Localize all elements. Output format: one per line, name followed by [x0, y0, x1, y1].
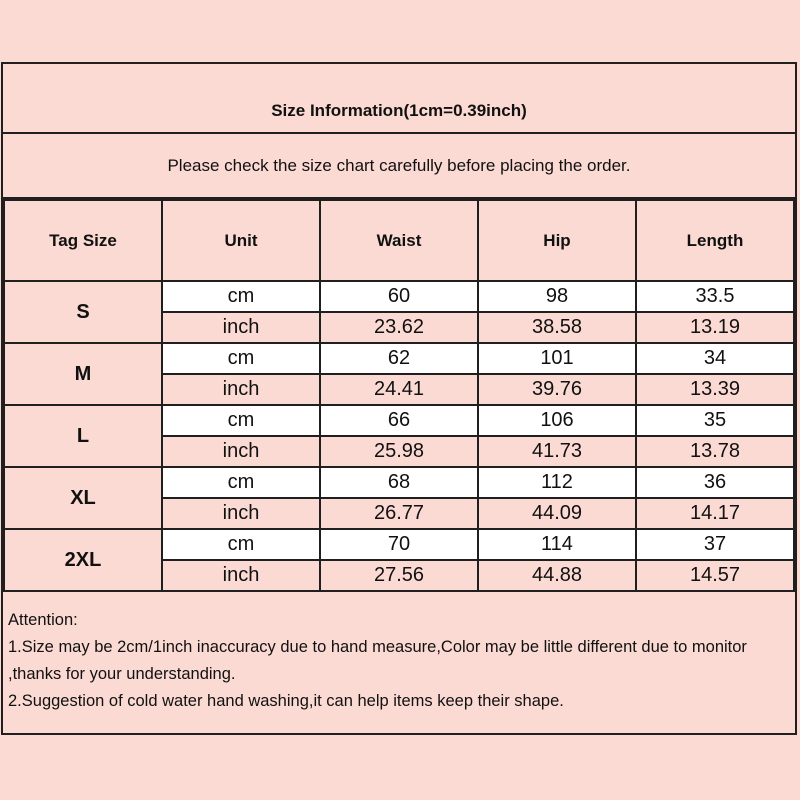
length-cell: 13.19 [636, 312, 794, 343]
attention-section [3, 592, 795, 733]
length-cell: 14.17 [636, 498, 794, 529]
unit-cell: cm [162, 529, 320, 560]
unit-cell: inch [162, 312, 320, 343]
attention-heading: Attention: [8, 611, 78, 629]
size-table-header [4, 200, 794, 281]
unit-cell: inch [162, 436, 320, 467]
waist-cell: 70 [320, 529, 478, 560]
table-row-m-cm [4, 343, 794, 374]
unit-cell: inch [162, 498, 320, 529]
table-row-l-cm [4, 405, 794, 436]
tag-cell-s: S [4, 281, 162, 343]
length-cell: 35 [636, 405, 794, 436]
header-row [4, 200, 794, 281]
waist-cell: 23.62 [320, 312, 478, 343]
header-cell-unit: Unit [162, 200, 320, 281]
hip-cell: 106 [478, 405, 636, 436]
header-cell-tag-size: Tag Size [4, 200, 162, 281]
waist-cell: 66 [320, 405, 478, 436]
waist-cell: 60 [320, 281, 478, 312]
tag-cell-2xl: 2XL [4, 529, 162, 591]
length-cell: 33.5 [636, 281, 794, 312]
hip-cell: 44.09 [478, 498, 636, 529]
unit-cell: cm [162, 405, 320, 436]
waist-cell: 68 [320, 467, 478, 498]
attention-line: ,thanks for your understanding. [8, 665, 236, 683]
hip-cell: 38.58 [478, 312, 636, 343]
hip-cell: 44.88 [478, 560, 636, 591]
waist-cell: 24.41 [320, 374, 478, 405]
table-row-s-cm [4, 281, 794, 312]
hip-cell: 101 [478, 343, 636, 374]
unit-cell: cm [162, 343, 320, 374]
attention-line: 2.Suggestion of cold water hand washing,it can help items keep their shape. [8, 692, 564, 710]
waist-cell: 62 [320, 343, 478, 374]
length-cell: 14.57 [636, 560, 794, 591]
header-cell-waist: Waist [320, 200, 478, 281]
hip-cell: 39.76 [478, 374, 636, 405]
header-cell-length: Length [636, 200, 794, 281]
unit-cell: inch [162, 374, 320, 405]
size-info-sheet [1, 62, 797, 735]
unit-cell: cm [162, 467, 320, 498]
table-row-2xl-cm [4, 529, 794, 560]
sheet-title: Size Information(1cm=0.39inch) [3, 64, 795, 134]
tag-cell-m: M [4, 343, 162, 405]
hip-cell: 98 [478, 281, 636, 312]
header-cell-hip: Hip [478, 200, 636, 281]
waist-cell: 25.98 [320, 436, 478, 467]
table-row-xl-cm [4, 467, 794, 498]
waist-cell: 26.77 [320, 498, 478, 529]
waist-cell: 27.56 [320, 560, 478, 591]
hip-cell: 112 [478, 467, 636, 498]
unit-cell: cm [162, 281, 320, 312]
size-table [3, 199, 795, 592]
length-cell: 36 [636, 467, 794, 498]
unit-cell: inch [162, 560, 320, 591]
length-cell: 13.39 [636, 374, 794, 405]
length-cell: 37 [636, 529, 794, 560]
attention-line: 1.Size may be 2cm/1inch inaccuracy due to hand measure,Color may be little different due to monitor [8, 638, 747, 656]
length-cell: 34 [636, 343, 794, 374]
tag-cell-l: L [4, 405, 162, 467]
hip-cell: 41.73 [478, 436, 636, 467]
hip-cell: 114 [478, 529, 636, 560]
tag-cell-xl: XL [4, 467, 162, 529]
sheet-subtitle: Please check the size chart carefully before placing the order. [3, 134, 795, 199]
size-table-body [4, 281, 794, 591]
length-cell: 13.78 [636, 436, 794, 467]
